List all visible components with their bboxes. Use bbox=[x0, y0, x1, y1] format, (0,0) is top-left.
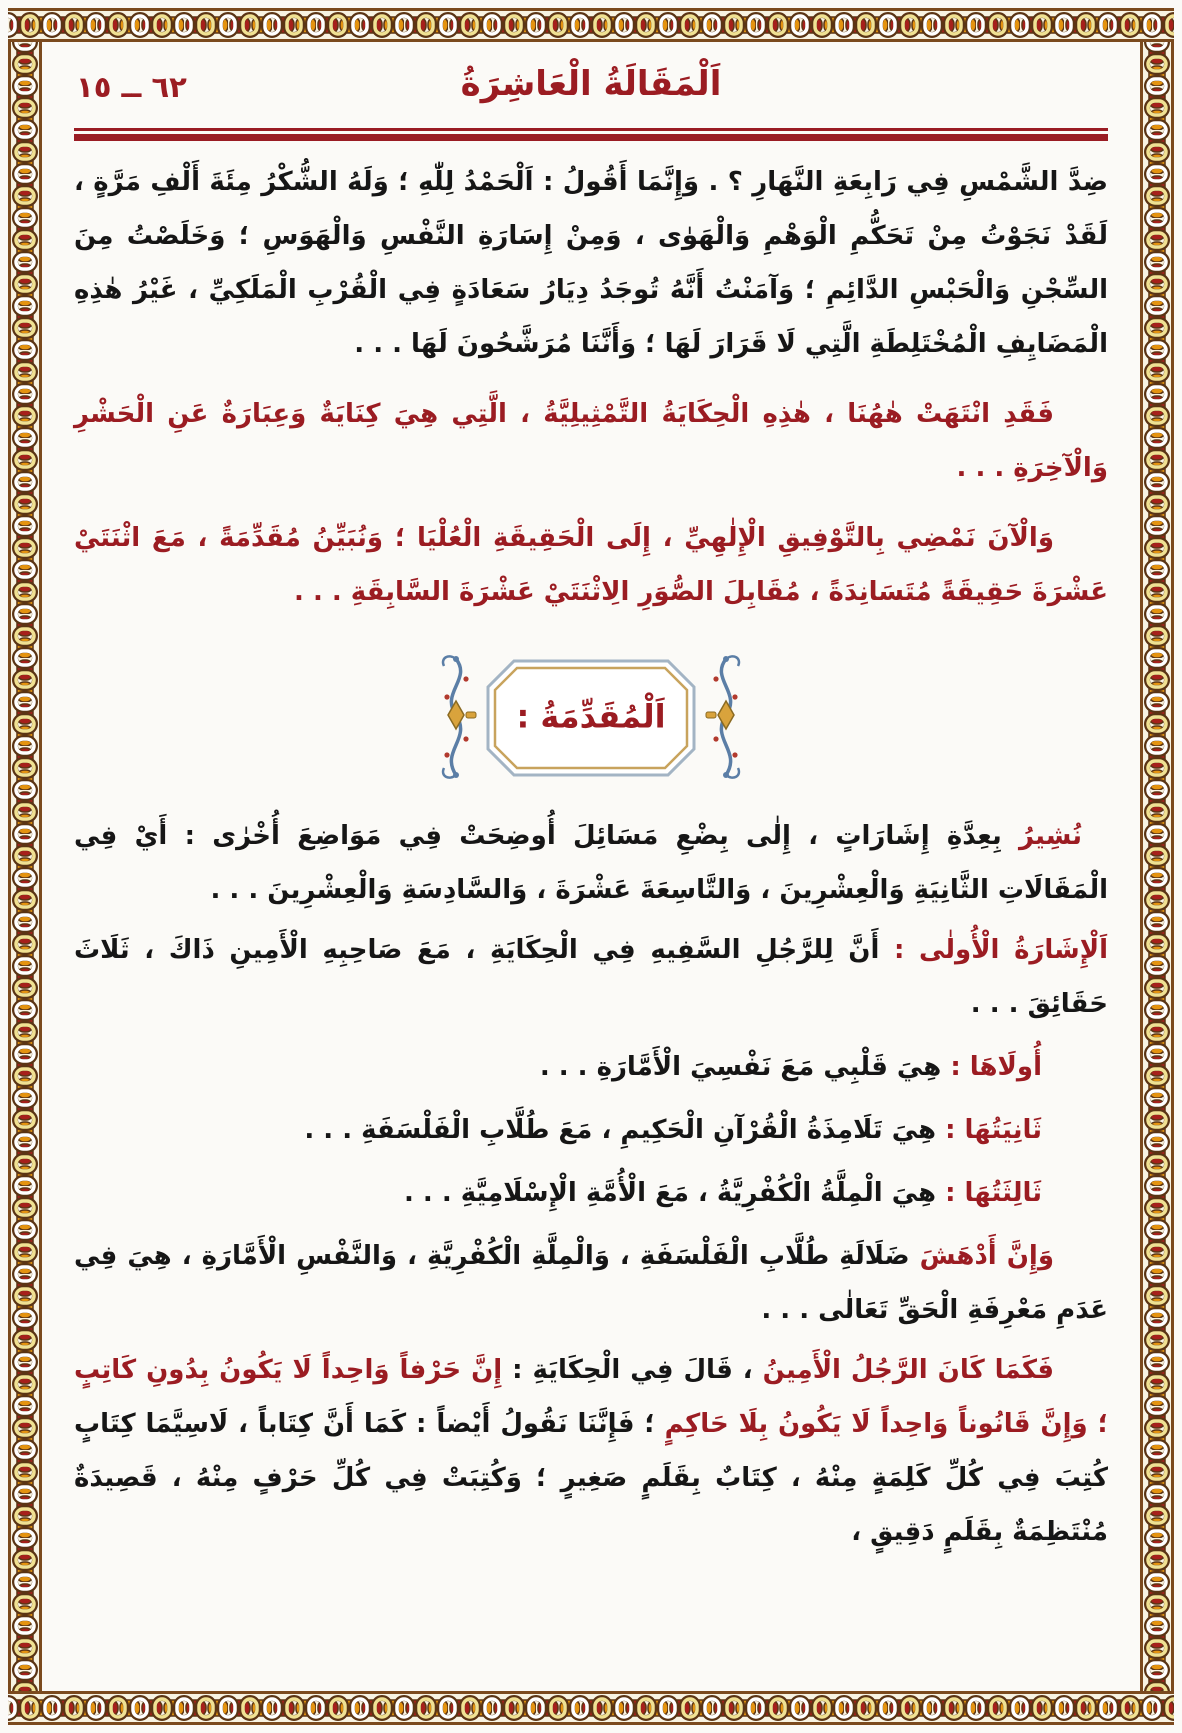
text-run-black: أَنَّ لِلرَّجُلِ السَّفِيهِ فِي الْحِكَايَةِ ، مَعَ صَاحِبِهِ الْأَمِينِ ذَاكَ ، ثَلَاثَ حَقَائِقَ . . . bbox=[74, 935, 1108, 1019]
text-run-red: وَالْآنَ نَمْضِي بِالتَّوْفِيقِ الْإِلٰهِيِّ ، إِلَى الْحَقِيقَةِ الْعُلْيَا ؛ وَنُبَيِّنُ مُقَدِّمَةً ، مَعَ اثْنَتَيْ عَشْرَةَ حَقِيقَةً مُتَسَانِدَةً ، مُقَابِلَ الصُّوَرِ الِاثْنَتَيْ عَشْرَةَ السَّابِقَةِ . . . bbox=[74, 523, 1108, 607]
paragraph bbox=[74, 1040, 1108, 1094]
page-title: اَلْمَقَالَةُ الْعَاشِرَةُ bbox=[460, 64, 722, 104]
ornamental-border-left-icon bbox=[8, 42, 42, 1691]
paragraph bbox=[74, 809, 1108, 917]
text-run-black: ، قَالَ فِي الْحِكَايَةِ : bbox=[502, 1355, 753, 1385]
ornamental-border-bottom-icon bbox=[8, 1691, 1174, 1725]
text-run-black: ضَلَالَةِ طُلَّابِ الْفَلْسَفَةِ ، وَالْمِلَّةِ الْكُفْرِيَّةِ ، وَالنَّفْسِ الْأَمَّارَةِ ، هِيَ فِي عَدَمِ مَعْرِفَةِ الْحَقِّ تَعَالٰى . . . bbox=[74, 1241, 1108, 1325]
cartouche-box bbox=[484, 657, 698, 779]
paragraph bbox=[74, 1103, 1108, 1157]
text-run-black: ضِدَّ الشَّمْسِ فِي رَابِعَةِ النَّهَارِ ؟ . وَإِنَّمَا أَقُولُ : اَلْحَمْدُ لِلّٰهِ ؛ وَلَهُ الشُّكْرُ مِئَةَ أَلْفِ مَرَّةٍ ، لَقَدْ نَجَوْتُ مِنْ تَحَكُّمِ الْوَهْمِ وَالْهَوٰى ، وَمِنْ إِسَارَةِ النَّفْسِ وَالْهَوَسِ ؛ وَخَلَصْتُ مِنَ السِّجْنِ وَالْحَبْسِ الدَّائِمِ ؛ وَآمَنْتُ أَنَّهُ تُوجَدُ دِيَارُ سَعَادَةٍ فِي الْقُرْبِ الْمَلَكِيِّ ، غَيْرُ هٰذِهِ الْمَضَايِفِ الْمُخْتَلِطَةِ الَّتِي لَا قَرَارَ لَهَا ؛ وَأَنَّنَا مُرَشَّحُونَ لَهَا . . . bbox=[74, 167, 1108, 359]
page-number: ٦٢ ــ ١٥ bbox=[76, 70, 187, 104]
text-run-red: إِنَّ حَرْفاً وَاحِداً لَا يَكُونُ بِدُونِ كَاتِبٍ ؛ وَإِنَّ قَانُوناً وَاحِداً لَا يَكُونُ بِلَا حَاكِمٍ bbox=[74, 1355, 1108, 1439]
text-run-black: هِيَ تَلَامِذَةُ الْقُرْآنِ الْحَكِيمِ ، مَعَ طُلَّابِ الْفَلْسَفَةِ . . . bbox=[304, 1115, 937, 1145]
page-header bbox=[74, 60, 1108, 124]
body-text-before-cartouche bbox=[74, 155, 1108, 619]
text-run-black: هِيَ الْمِلَّةُ الْكُفْرِيَّةُ ، مَعَ الْأُمَّةِ الْإِسْلَامِيَّةِ . . . bbox=[403, 1178, 937, 1208]
paragraph bbox=[74, 155, 1108, 371]
text-run-red: فَقَدِ انْتَهَتْ هٰهُنَا ، هٰذِهِ الْحِكَايَةُ التَّمْثِيلِيَّةُ ، الَّتِي هِيَ كِنَايَةٌ وَعِبَارَةٌ عَنِ الْحَشْرِ وَالْآخِرَةِ . . . bbox=[74, 399, 1108, 483]
paragraph bbox=[74, 1343, 1108, 1559]
ornamental-border-right-icon bbox=[1140, 42, 1174, 1691]
text-run-black: ؛ فَإِنَّنَا نَقُولُ أَيْضاً : كَمَا أَنَّ كِتَاباً ، لَاسِيَّمَا كِتَابٍ كُتِبَ فِي كُلِّ كَلِمَةٍ مِنْهُ ، كِتَابٌ بِقَلَمٍ صَغِيرٍ ؛ وَكُتِبَتْ فِي كُلِّ حَرْفٍ مِنْهُ ، قَصِيدَةٌ مُنْتَظِمَةٌ بِقَلَمٍ دَقِيقٍ ، bbox=[74, 1409, 1108, 1547]
paragraph bbox=[74, 511, 1108, 619]
text-run-black: بِعِدَّةِ إِشَارَاتٍ ، إِلٰى بِضْعِ مَسَائِلَ أُوضِحَتْ فِي مَوَاضِعَ أُخْرٰى : أَيْ فِي الْمَقَالَاتِ الثَّانِيَةِ وَالْعِشْرِينَ ، وَالتَّاسِعَةَ عَشْرَةَ ، وَالسَّادِسَةِ وَالْعِشْرِينَ . . . bbox=[74, 821, 1108, 905]
ornamental-border-top-icon bbox=[8, 8, 1174, 42]
text-run-red: اَلْإِشَارَةُ الْأُولٰى : bbox=[879, 935, 1108, 965]
cartouche-ornament-right-icon bbox=[702, 651, 750, 785]
text-run-red: فَكَمَا كَانَ الرَّجُلُ الْأَمِينُ bbox=[752, 1355, 1054, 1385]
cartouche-label: اَلْمُقَدِّمَةُ : bbox=[516, 697, 666, 736]
cartouche bbox=[74, 639, 1108, 797]
text-run-red: وَإِنَّ أَدْهَشَ bbox=[909, 1241, 1054, 1271]
paragraph bbox=[74, 1229, 1108, 1337]
text-run-red: ثَانِيَتُهَا : bbox=[936, 1115, 1042, 1145]
body-text-after-cartouche bbox=[74, 809, 1108, 1559]
page-content bbox=[74, 54, 1108, 1683]
paragraph bbox=[74, 387, 1108, 495]
text-run-red: ثَالِثَتُهَا : bbox=[936, 1178, 1042, 1208]
text-run-black: هِيَ قَلْبِي مَعَ نَفْسِيَ الْأَمَّارَةِ . . . bbox=[539, 1052, 942, 1082]
text-run-red: أُولَاهَا : bbox=[941, 1052, 1042, 1082]
paragraph bbox=[74, 923, 1108, 1031]
cartouche-ornament-left-icon bbox=[432, 651, 480, 785]
text-run-red: نُشِيرُ bbox=[1001, 821, 1082, 851]
header-rule bbox=[74, 128, 1108, 141]
paragraph bbox=[74, 1166, 1108, 1220]
